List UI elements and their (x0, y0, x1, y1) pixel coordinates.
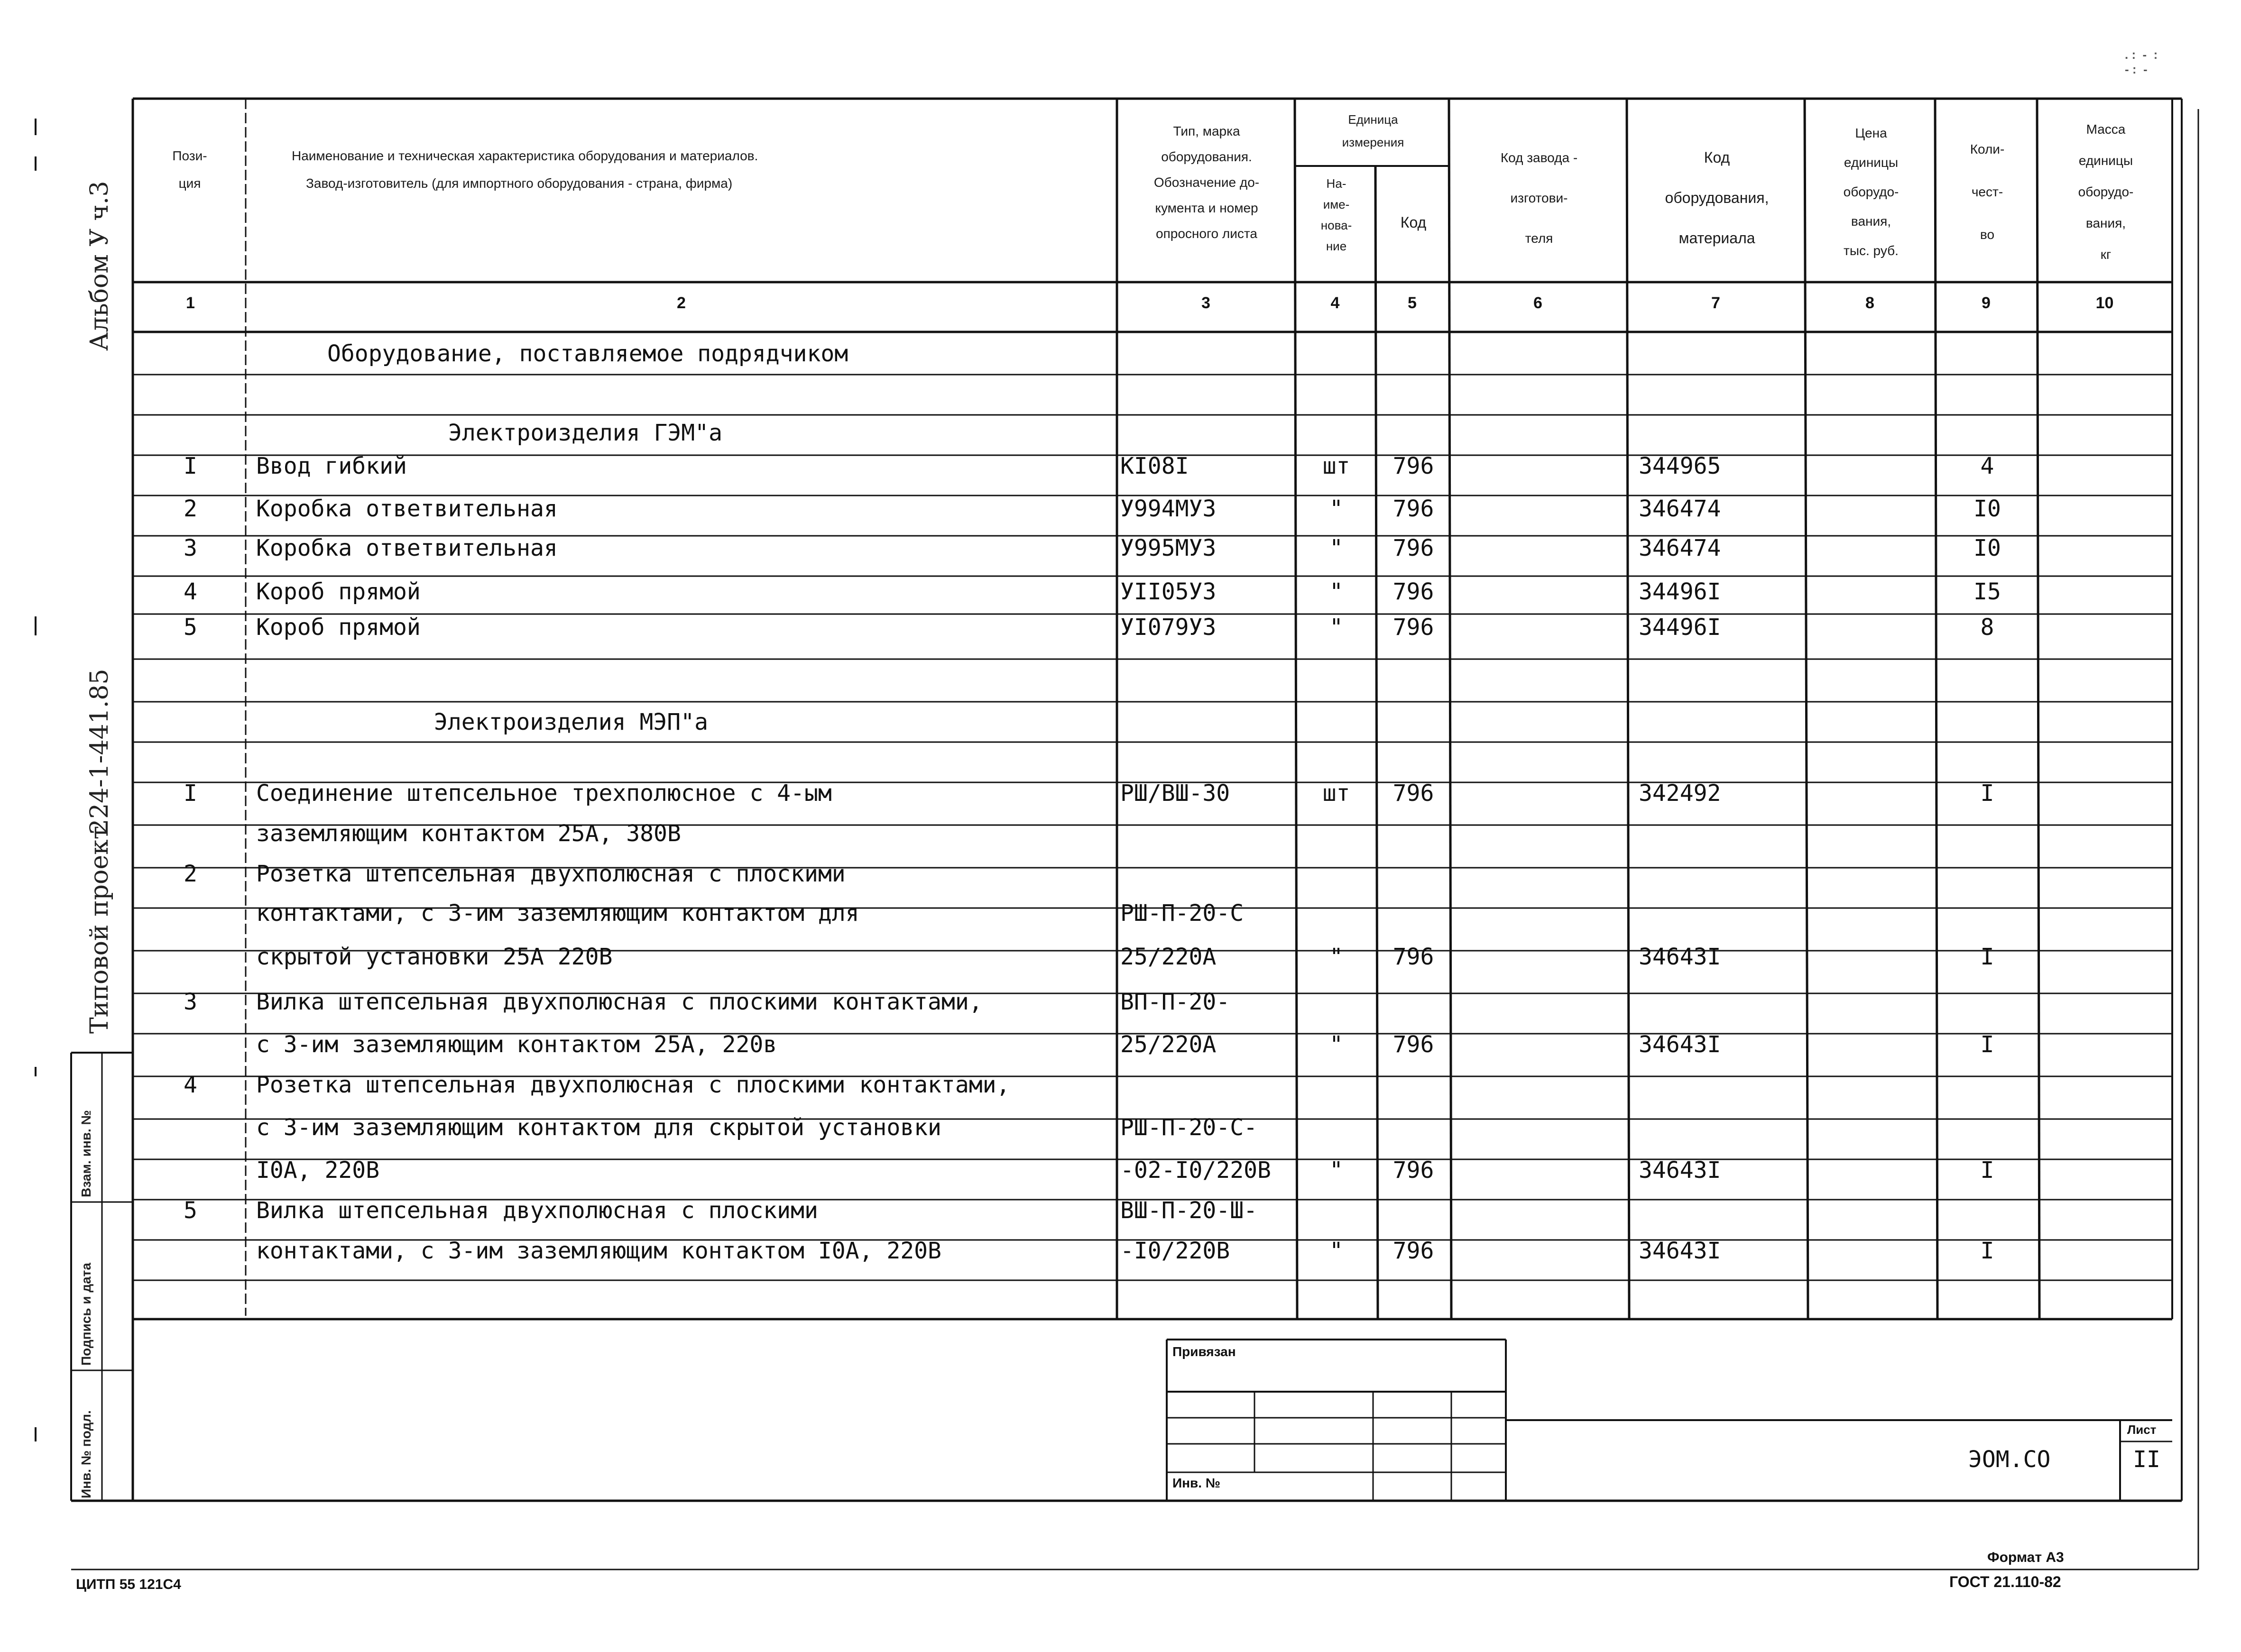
row-type: УII05УЗ (1120, 578, 1217, 605)
row-position: 4 (184, 578, 197, 605)
row-position: 2 (184, 496, 197, 522)
row-name: Коробка ответвительная (256, 535, 558, 561)
row-type: КI08I (1120, 453, 1189, 479)
stamp-privyazan: Привязан (1172, 1344, 1236, 1359)
header-mass: Масса единицы оборудо- вания, кг (2078, 122, 2134, 262)
row-material-code: 34496I (1639, 578, 1721, 605)
row-quantity: I (1980, 1031, 1994, 1058)
row-unit: " (1329, 614, 1343, 641)
header-position: Пози- ция (172, 148, 207, 191)
row-name: с 3-им заземляющим контактом 25А, 220в (256, 1031, 777, 1058)
row-unit: " (1329, 535, 1343, 561)
colnum-3: 3 (1201, 294, 1210, 312)
row-material-code: 34643I (1639, 1157, 1721, 1184)
row-name: Розетка штепсельная двухполюсная с плоскими (256, 861, 846, 887)
row-name: контактами, с 3-им заземляющим контактом I0А, 220В (256, 1238, 941, 1264)
row-unit-code: 796 (1393, 1157, 1434, 1184)
corner-marks: . : - : - : - (2125, 47, 2158, 76)
row-quantity: 8 (1980, 614, 1994, 641)
row-unit-code: 796 (1393, 944, 1434, 970)
row-unit: шт (1322, 453, 1350, 479)
row-quantity: I (1980, 1157, 1994, 1184)
row-name: заземляющим контактом 25А, 380В (256, 820, 681, 847)
row-name: Короб прямой (256, 614, 421, 641)
header-unit-name: На- име- нова- ние (1320, 176, 1352, 253)
header-unit-code: Код (1400, 214, 1427, 231)
row-position: I (184, 780, 197, 807)
row-unit-code: 796 (1393, 496, 1434, 522)
section-heading-main: Оборудование, поставляемое подрядчиком (327, 340, 848, 367)
row-quantity: I0 (1974, 496, 2001, 522)
row-position: 3 (184, 989, 197, 1015)
sheet-label: Лист (2127, 1423, 2157, 1437)
row-position: 3 (184, 535, 197, 561)
stamp-signature-label: Подпись и дата (79, 1263, 93, 1366)
row-material-code: 34496I (1639, 614, 1721, 641)
row-type: -I0/220В (1120, 1238, 1230, 1264)
row-material-code: 346474 (1639, 496, 1721, 522)
row-quantity: I0 (1974, 535, 2001, 561)
row-name: I0А, 220В (256, 1157, 380, 1184)
row-type: РШ-П-20-С- (1120, 1114, 1257, 1141)
row-type: -02-I0/220В (1120, 1157, 1271, 1184)
row-type: УI079УЗ (1120, 614, 1217, 641)
header-type: Тип, марка оборудования. Обозначение до- кумента и номер опросного листа (1153, 124, 1260, 241)
colnum-1: 1 (186, 294, 195, 312)
row-position: 2 (184, 861, 197, 887)
section-heading-gem: Электроизделия ГЭМ"а (448, 420, 722, 446)
row-type: ВШ-П-20-Ш- (1120, 1197, 1257, 1224)
row-name: Розетка штепсельная двухполюсная с плоскими контактами, (256, 1072, 1010, 1098)
row-quantity: I (1980, 944, 1994, 970)
row-material-code: 34643I (1639, 1031, 1721, 1058)
footer-format: Формат А3 (1987, 1550, 2064, 1565)
row-unit-code: 796 (1393, 578, 1434, 605)
footer-left: ЦИТП 55 121С4 (76, 1577, 181, 1592)
row-material-code: 34643I (1639, 944, 1721, 970)
doc-code: ЭОМ.СО (1968, 1446, 2051, 1473)
row-unit-code: 796 (1393, 1238, 1434, 1264)
row-type: 25/220А (1120, 1031, 1217, 1058)
row-quantity: I (1980, 1238, 1994, 1264)
colnum-7: 7 (1711, 294, 1720, 312)
row-name: Коробка ответвительная (256, 496, 558, 522)
row-material-code: 34643I (1639, 1238, 1721, 1264)
row-unit: " (1329, 1157, 1343, 1184)
row-type: 25/220А (1120, 944, 1217, 970)
footer-gost: ГОСТ 21.110-82 (1949, 1573, 2061, 1590)
row-name: контактами, с 3-им заземляющим контактом для (256, 900, 859, 927)
row-type: У994МУЗ (1120, 496, 1217, 522)
row-unit: " (1329, 944, 1343, 970)
row-unit: шт (1322, 780, 1350, 807)
row-unit-code: 796 (1393, 780, 1434, 807)
header-price: Цена единицы оборудо- вания, тыс. руб. (1843, 126, 1899, 258)
header-factory-code: Код завода - изготови- теля (1500, 150, 1578, 246)
colnum-8: 8 (1865, 294, 1874, 312)
row-unit-code: 796 (1393, 535, 1434, 561)
row-quantity: 4 (1980, 453, 1994, 479)
colnum-2: 2 (677, 294, 686, 312)
row-unit: " (1329, 578, 1343, 605)
row-type: РШ-П-20-С (1120, 900, 1244, 927)
header-unit: Единица измерения (1342, 112, 1404, 149)
row-material-code: 342492 (1639, 780, 1721, 807)
row-name: Ввод гибкий (256, 453, 407, 479)
colnum-6: 6 (1533, 294, 1542, 312)
row-name: Вилка штепсельная двухполюсная с плоскими контактами, (256, 989, 983, 1015)
project-label: Типовой проект (85, 826, 114, 1034)
colnum-10: 10 (2095, 294, 2114, 312)
header-material-code: Код оборудования, материала (1665, 149, 1769, 247)
album-label: Альбом У ч.3 (85, 181, 114, 351)
row-type: У995МУЗ (1120, 535, 1217, 561)
section-heading-mep: Электроизделия МЭП"а (434, 709, 708, 735)
colnum-4: 4 (1330, 294, 1340, 312)
row-position: 5 (184, 614, 197, 641)
row-name: Короб прямой (256, 578, 421, 605)
row-type: РШ/ВШ-30 (1120, 780, 1230, 807)
sheet-number: II (2133, 1446, 2160, 1473)
row-position: I (184, 453, 197, 479)
project-number: 224-1-441.85 (85, 669, 114, 835)
row-unit-code: 796 (1393, 614, 1434, 641)
stamp-replacement-label: Взам. инв. № (79, 1110, 93, 1197)
row-unit: " (1329, 1031, 1343, 1058)
row-quantity: I (1980, 780, 1994, 807)
row-name: с 3-им заземляющим контактом для скрытой установки (256, 1114, 941, 1141)
row-unit-code: 796 (1393, 1031, 1434, 1058)
header-name: Наименование и техническая характеристика оборудования и материалов. Завод-изготовитель (для импортного оборудования - страна, фирма) (292, 148, 758, 191)
row-name: Вилка штепсельная двухполюсная с плоскими (256, 1197, 818, 1224)
row-quantity: I5 (1974, 578, 2001, 605)
row-position: 4 (184, 1072, 197, 1098)
header-quantity: Коли- чест- во (1970, 142, 2005, 242)
colnum-9: 9 (1982, 294, 1991, 312)
row-type: ВП-П-20- (1120, 989, 1230, 1015)
row-name: скрытой установки 25А 220В (256, 944, 613, 970)
row-material-code: 344965 (1639, 453, 1721, 479)
stamp-inventory-label: Инв. № подл. (79, 1410, 93, 1498)
row-name: Соединение штепсельное трехполюсное с 4-ым (256, 780, 832, 807)
row-unit: " (1329, 1238, 1343, 1264)
row-material-code: 346474 (1639, 535, 1721, 561)
row-unit-code: 796 (1393, 453, 1434, 479)
row-position: 5 (184, 1197, 197, 1224)
colnum-5: 5 (1408, 294, 1417, 312)
row-unit: " (1329, 496, 1343, 522)
stamp-inv-no: Инв. № (1172, 1476, 1221, 1490)
